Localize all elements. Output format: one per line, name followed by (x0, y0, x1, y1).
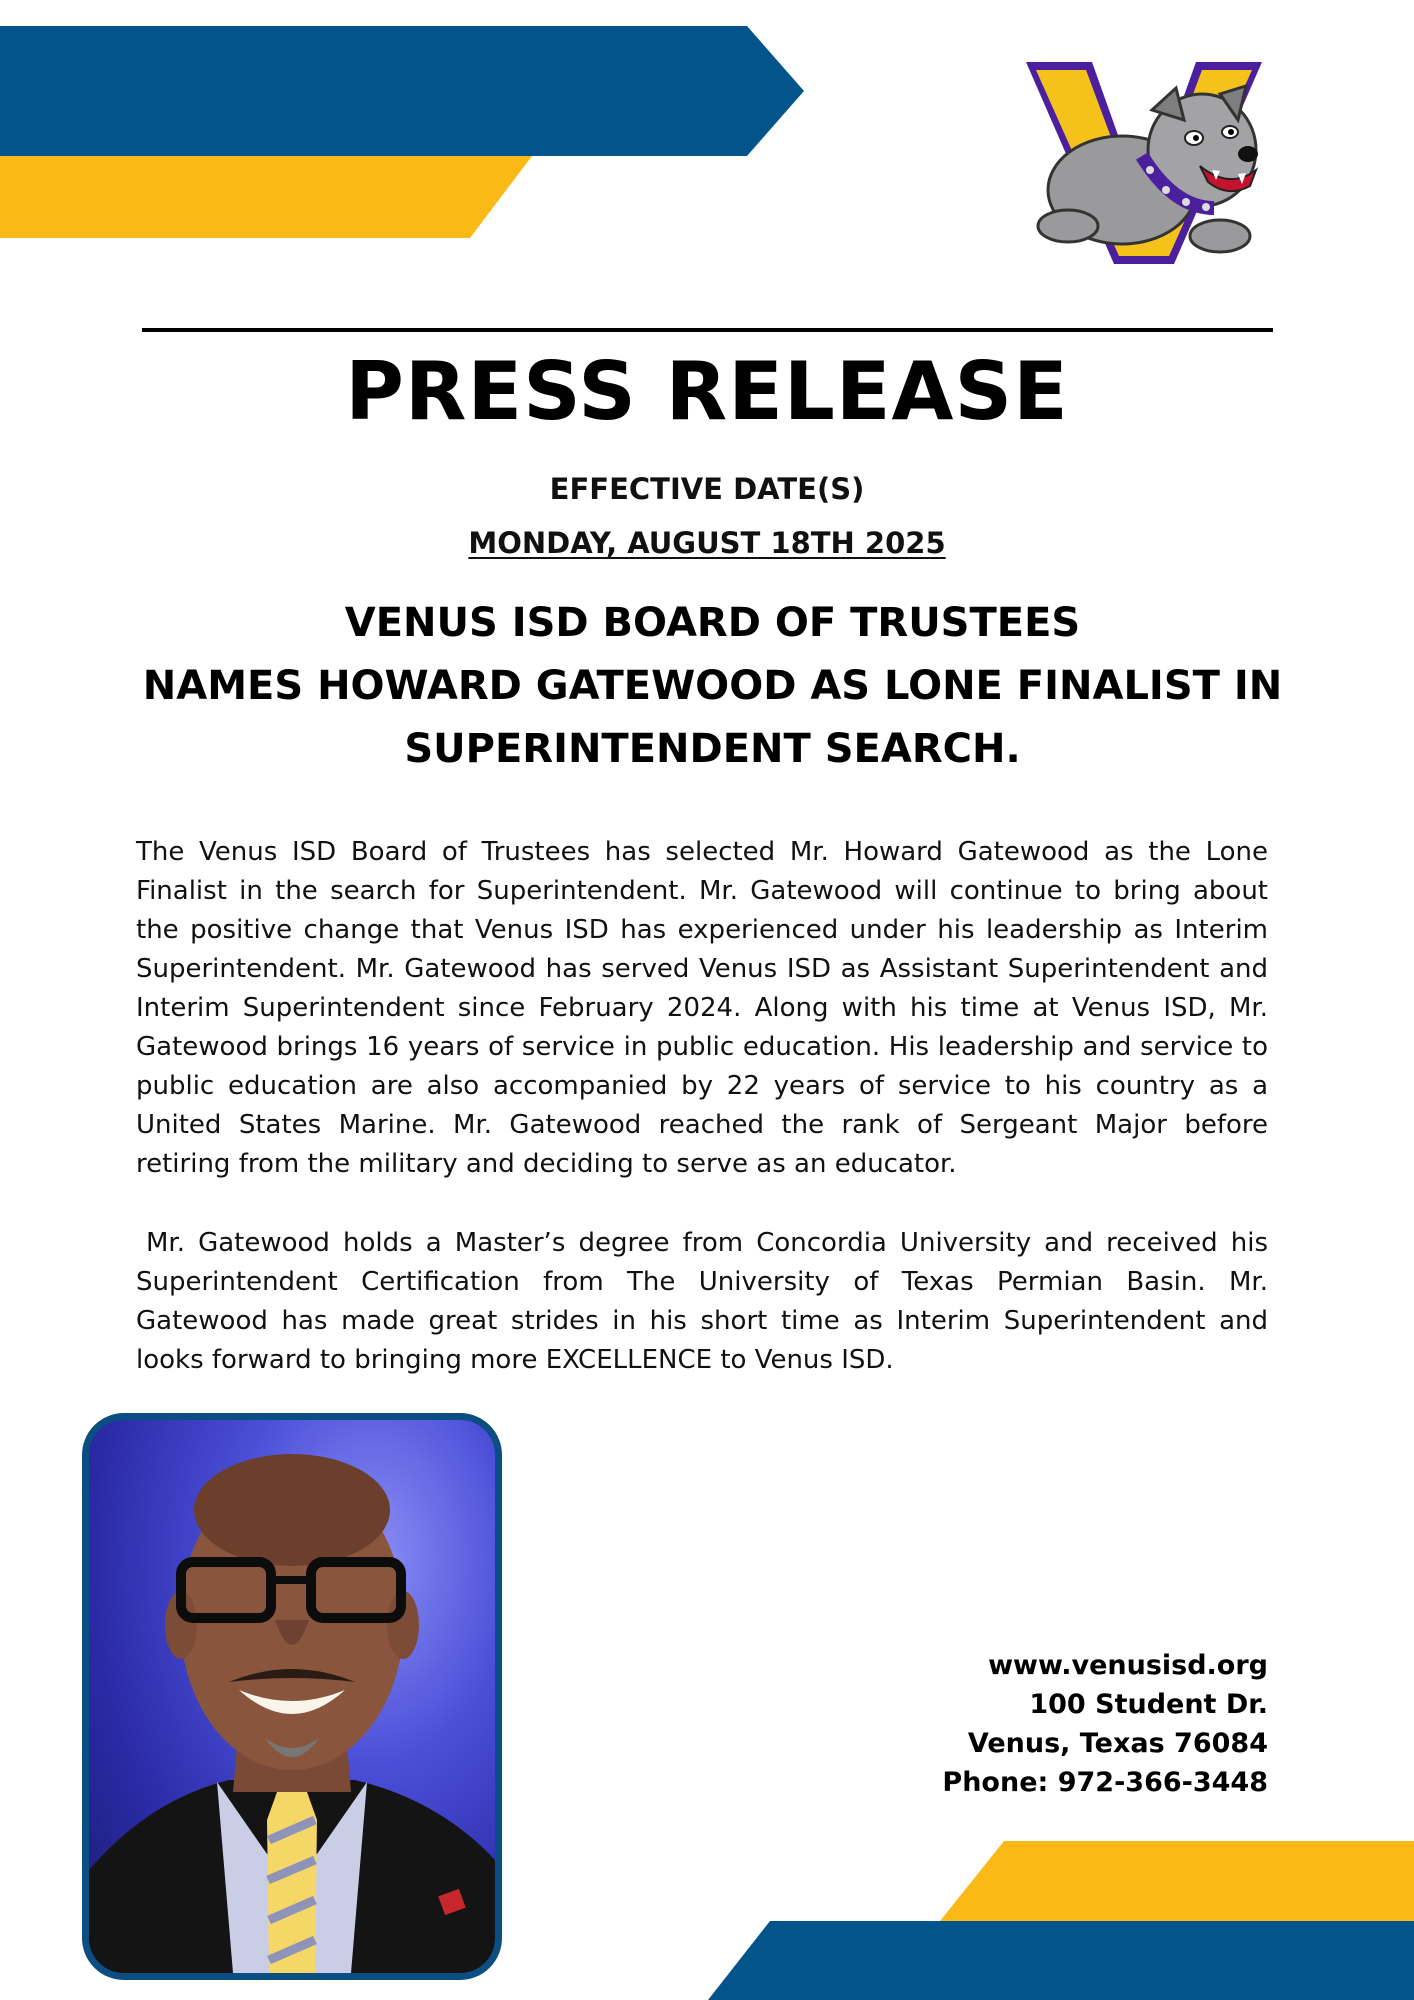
top-yellow-banner (0, 156, 532, 238)
contact-block (942, 1646, 1268, 1802)
effective-date-value: MONDAY, AUGUST 18TH 2025 (468, 526, 946, 560)
header-divider (142, 328, 1273, 332)
phone-line: Phone: 972-366-3448 (942, 1767, 1268, 1798)
city-line: Venus, Texas 76084 (967, 1728, 1268, 1759)
body-paragraph: The Venus ISD Board of Trustees has selected Mr. Howard Gatewood as the Lone Finalist in the search for Superintendent. Mr. Gatewood will continue to bring about the positive change that Venus ISD has experienced under his leadership as Interim Superintendent. Mr. Gatewood has served Venus ISD as Assistant Superintendent and Interim Superintendent since February 2024. Along with his time at Venus ISD, Mr. Gatewood brings 16 years of service in public education. His leadership and service to public education are also accompanied by 22 years of service to his country as a United States Marine. Mr. Gatewood reached the rank of Sergeant Major before retiring from the military and deciding to serve as an educator. (136, 837, 1268, 1179)
headline (100, 592, 1325, 781)
address-line: 100 Student Dr. (1029, 1689, 1268, 1720)
headline-line: VENUS ISD BOARD OF TRUSTEES (344, 600, 1081, 646)
bottom-yellow-banner (940, 1841, 1414, 1921)
page-title: PRESS RELEASE (345, 345, 1069, 438)
effective-date-label: EFFECTIVE DATE(S) (549, 472, 865, 506)
body-paragraph: Mr. Gatewood holds a Master’s degree from Concordia University and received his Superintendent Certification from The University of Texas Permian Basin. Mr. Gatewood has made great strides in his short time as Interim Superintendent and looks forward to bringing more EXCELLENCE to Venus ISD. (136, 1228, 1268, 1375)
bulldog-v-logo (1024, 58, 1264, 268)
headline-line: SUPERINTENDENT SEARCH. (404, 726, 1021, 772)
portrait-photo (82, 1413, 502, 1980)
top-blue-banner (0, 26, 804, 156)
website-link[interactable]: www.venusisd.org (988, 1650, 1268, 1681)
bottom-blue-banner (708, 1921, 1414, 2000)
headline-line: NAMES HOWARD GATEWOOD AS LONE FINALIST IN (142, 663, 1283, 709)
